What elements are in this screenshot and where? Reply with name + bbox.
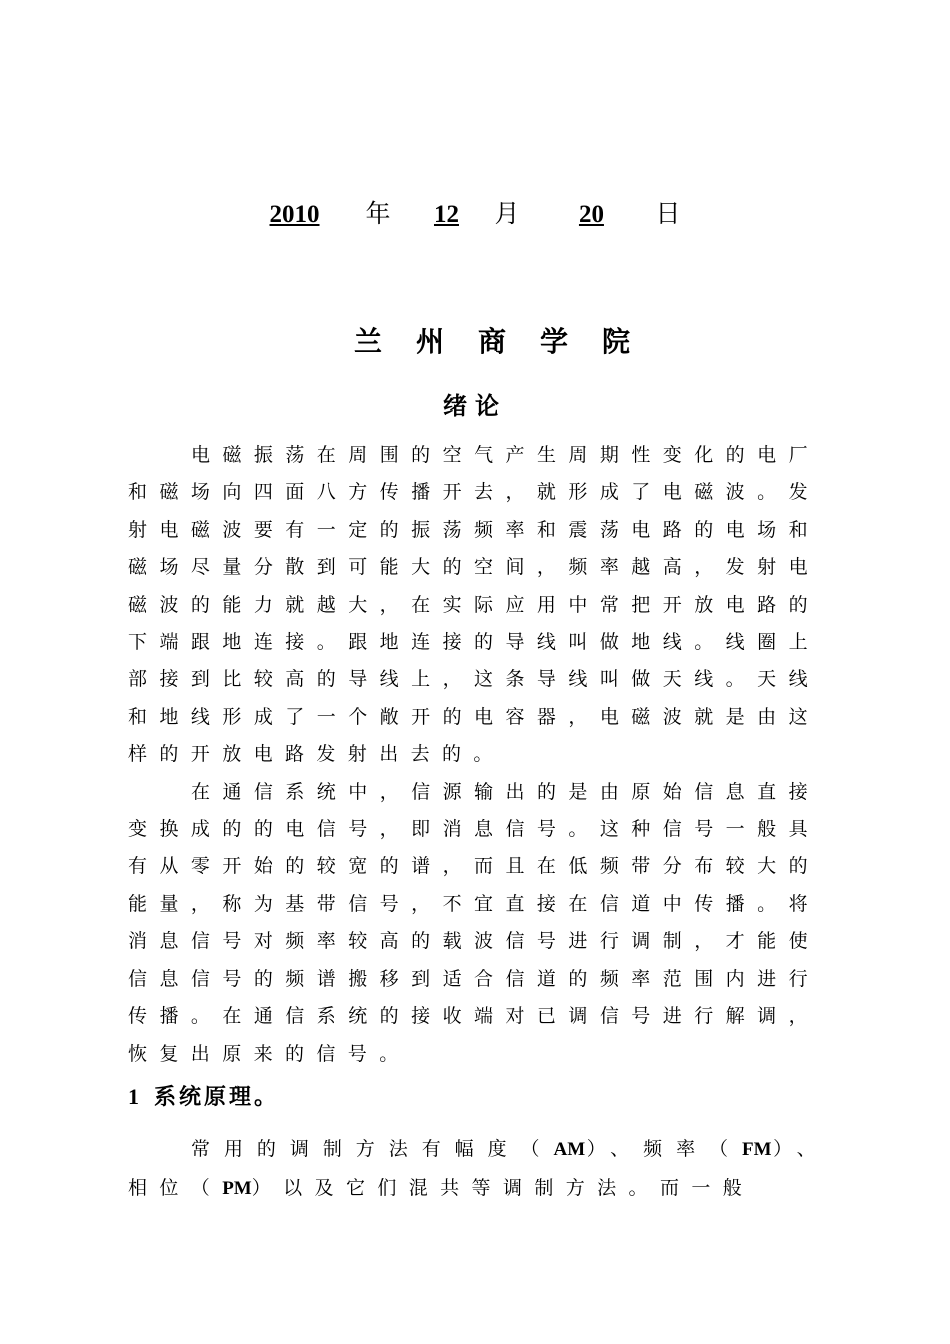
intro-paragraph-2: 在通信系统中，信源输出的是由原始信息直接变换成的的电信号，即消息信号。这种信号一般具有从零开始的较宽的谱，而且在低频带分布较大的能量，称为基带信号，不宜直接在信道中传播。将消息信号对频率较高的载波信号进行调制，才能使信息信号的频谱搬移到适合信道的频率范围内进行传播。在通信系统的接收端对已调信号进行解调，恢复出原来的信号。 <box>128 780 820 1065</box>
am-label: AM <box>553 1139 586 1160</box>
fm-label: FM <box>742 1139 772 1160</box>
section-1-title <box>128 1080 279 1115</box>
date-day: 20 <box>578 201 604 228</box>
introduction-heading: 绪论 <box>443 392 507 420</box>
section-1-text-start: 常用的调制方法有幅度（ <box>191 1138 554 1160</box>
date-month: 12 <box>433 201 459 228</box>
date-year-unit: 年 <box>365 199 391 228</box>
introduction-body <box>128 437 820 1073</box>
section-1-paragraph <box>128 1130 828 1208</box>
section-1-text-end: ）以及它们混共等调制方法。而一般 <box>251 1177 755 1199</box>
date-day-unit: 日 <box>655 199 681 228</box>
date-year: 2010 <box>269 201 320 228</box>
section-1-body <box>128 1130 828 1208</box>
pm-label: PM <box>222 1178 252 1199</box>
school-name: 兰州商学院 <box>353 325 664 358</box>
date-month-unit: 月 <box>494 199 520 228</box>
section-1-number: 1 <box>128 1084 142 1109</box>
section-1-text-mid2: ）、相位（ <box>128 1138 828 1199</box>
section-1-text-mid1: ）、频率（ <box>585 1138 743 1160</box>
date-line <box>0 196 950 233</box>
section-1-title-text: 系统原理。 <box>154 1085 280 1110</box>
intro-paragraph-1: 电磁振荡在周围的空气产生周期性变化的电厂和磁场向四面八方传播开去，就形成了电磁波。发射电磁波要有一定的振荡频率和震荡电路的电场和磁场尽量分散到可能大的空间，频率越高，发射电磁波的能力就越大，在实际应用中常把开放电路的下端跟地连接。跟地连接的导线叫做地线。线圈上部接到比较高的导线上，这条导线叫做天线。天线和地线形成了一个敞开的电容器，电磁波就是由这样的开放电路发射出去的。 <box>128 444 820 766</box>
